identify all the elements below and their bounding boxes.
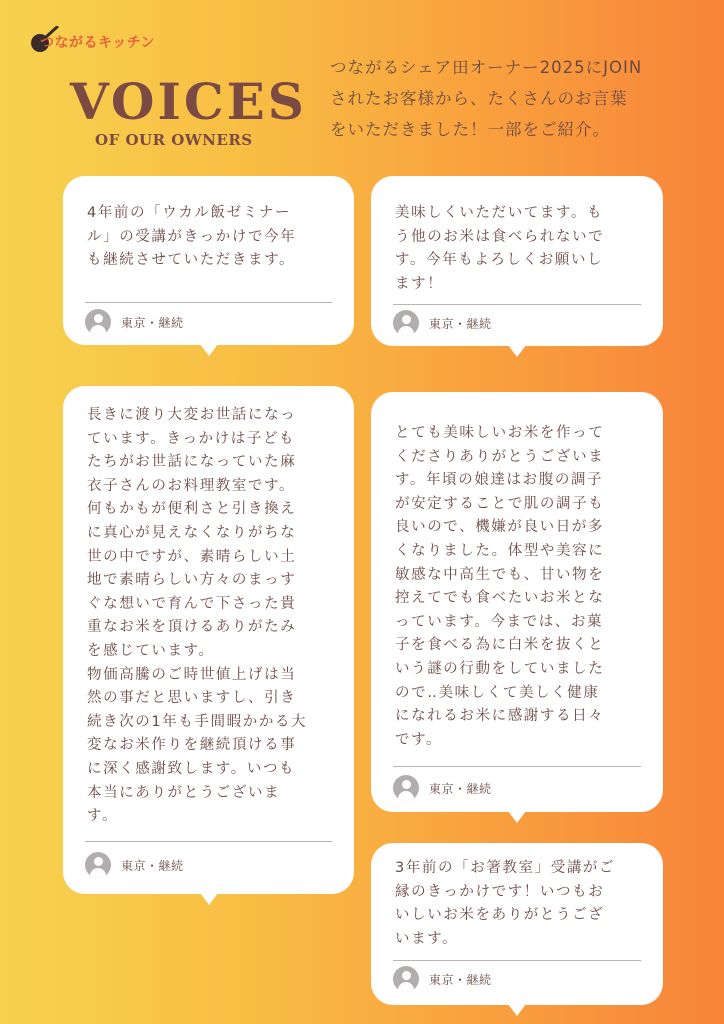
testimonial-author	[85, 309, 184, 335]
divider	[85, 841, 332, 842]
author-label: 東京・継続	[429, 781, 492, 796]
testimonial-text: 美味しくいただいてます。も う他のお米は食べられないで す。今年もよろしくお願いし ます！	[395, 205, 605, 292]
user-avatar-icon	[393, 966, 419, 992]
testimonial-card	[63, 176, 354, 345]
user-avatar-icon	[393, 775, 419, 801]
brand-logo-text: つながるキッチン	[40, 35, 156, 51]
page-subtitle: OF OUR OWNERS	[95, 131, 253, 149]
testimonial-author	[393, 310, 492, 336]
testimonial-author	[85, 852, 184, 878]
testimonial-card	[371, 843, 663, 1005]
testimonial-card	[63, 386, 354, 894]
user-avatar-icon	[393, 310, 419, 336]
user-avatar-icon	[85, 852, 111, 878]
testimonial-card	[371, 176, 663, 346]
divider	[393, 960, 641, 961]
divider	[393, 304, 641, 305]
testimonial-text: 3年前の「お箸教室」受講がご 縁のきっかけです！いつもお いしいお米をありがとうござ います。	[395, 860, 616, 947]
user-avatar-icon	[85, 309, 111, 335]
testimonial-text: 長きに渡り大変お世話になっ ています。きっかけは子ども たちがお世話になっていた麻 衣子さんのお料理教室です。 何もかもが便利さと引き換え に真心が見えなくなりがちな 世の中ですが、素晴らしい土 地で素晴らしい方々のまっす ぐな想いで育んで下さった貴 重なお米を頂けるありがたみ を感じています。 物価高騰のご時世値上げは当 然の事だと思いますし、引き 続き次の1年も手間暇かかる大 変なお米作りを継続頂ける事 に深く感謝致します。いつも 本当にありがとうございま す。	[87, 407, 308, 825]
divider	[393, 766, 641, 767]
testimonial-card	[371, 392, 663, 812]
testimonial-text: 4年前の「ウカル飯ゼミナー ル」の受講がきっかけで今年 も継続させていただきます。	[87, 205, 297, 269]
author-label: 東京・継続	[121, 315, 184, 330]
divider	[85, 302, 332, 303]
testimonial-text: とても美味しいお米を作って くださりありがとうございま す。年頃の娘達はお腹の調子 が安定することで肌の調子も 良いので、機嫌が良い日が多 くなりました。体型や美容に 敏感な中高生でも、甘い物を 控えてでも食べたいお米とな っています。今までは、お菓 子を食べる為に白米を抜くと いう謎の行動をしていました ので‥美味しくて美しく健康 になれるお米に感謝する日々 です。	[395, 425, 605, 748]
intro-text: つながるシェア田オーナー2025にJOIN されたお客様から、たくさんのお言葉 をいただきました！一部をご紹介。	[330, 58, 643, 139]
page-title: VOICES	[70, 72, 307, 131]
author-label: 東京・継続	[121, 858, 184, 873]
testimonial-author	[393, 775, 492, 801]
author-label: 東京・継続	[429, 316, 492, 331]
author-label: 東京・継続	[429, 972, 492, 987]
testimonial-author	[393, 966, 492, 992]
